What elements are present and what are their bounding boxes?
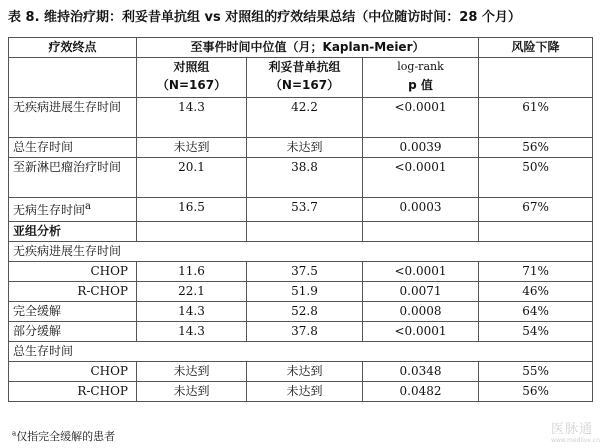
os-section-title: 总生存时间	[9, 342, 593, 362]
cell-risk: 61%	[479, 98, 593, 138]
header-median-group: 至事件时间中位值（月；Kaplan-Meier）	[137, 38, 479, 58]
header-empty	[9, 58, 137, 98]
cell-risk: 46%	[479, 282, 593, 302]
header-rituximab-name: 利妥昔单抗组	[268, 60, 341, 74]
cell-control: 14.3	[137, 98, 247, 138]
footnote-marker: a	[12, 429, 17, 438]
cell-p-value: 0.0039	[363, 138, 479, 158]
header-control-name: 对照组	[173, 60, 210, 74]
cell-risk: 55%	[479, 362, 593, 382]
header-empty	[479, 58, 593, 98]
header-endpoint: 疗效终点	[9, 38, 137, 58]
cell-p-value: 0.0348	[363, 362, 479, 382]
cell-rituximab: 51.9	[247, 282, 363, 302]
header-logrank-p: p 值	[408, 78, 433, 92]
row-label: 完全缓解	[9, 302, 137, 322]
cell-rituximab: 37.8	[247, 322, 363, 342]
watermark-url: www.medlive.cn	[550, 437, 600, 444]
table-row	[9, 342, 593, 362]
table-row	[9, 198, 593, 222]
cell-control: 未达到	[137, 138, 247, 158]
row-label: CHOP	[9, 362, 137, 382]
cell-control: 未达到	[137, 362, 247, 382]
table-caption: 表 8. 维持治疗期：利妥昔单抗组 vs 对照组的疗效结果总结（中位随访时间：28 个月）	[8, 10, 521, 25]
table-row	[9, 302, 593, 322]
cell-risk: 71%	[479, 262, 593, 282]
cell-risk: 50%	[479, 158, 593, 198]
table-row	[9, 322, 593, 342]
cell-p-value: 0.0482	[363, 382, 479, 402]
row-label: 至新淋巴瘤治疗时间	[9, 158, 137, 198]
cell-rituximab: 52.8	[247, 302, 363, 322]
cell-rituximab: 38.8	[247, 158, 363, 198]
cell-rituximab: 42.2	[247, 98, 363, 138]
cell-control: 14.3	[137, 322, 247, 342]
cell-rituximab: 未达到	[247, 138, 363, 158]
header-control	[137, 58, 247, 98]
table-row	[9, 282, 593, 302]
footnote-marker: a	[85, 201, 91, 212]
table-row	[9, 98, 593, 138]
cell-p-value: <0.0001	[363, 262, 479, 282]
row-label: 部分缓解	[9, 322, 137, 342]
cell-p-value: <0.0001	[363, 98, 479, 138]
row-label: R-CHOP	[9, 282, 137, 302]
header-logrank-name: log-rank	[397, 60, 444, 73]
cell-rituximab: 未达到	[247, 382, 363, 402]
cell-control: 22.1	[137, 282, 247, 302]
cell-rituximab: 53.7	[247, 198, 363, 222]
cell-control: 20.1	[137, 158, 247, 198]
cell-p-value: 0.0008	[363, 302, 479, 322]
cell-control: 16.5	[137, 198, 247, 222]
cell-p-value: 0.0003	[363, 198, 479, 222]
row-label: 无疾病进展生存时间	[9, 98, 137, 138]
row-label: CHOP	[9, 262, 137, 282]
header-rituximab-n: （N=167）	[269, 78, 340, 92]
cell-risk: 54%	[479, 322, 593, 342]
cell-p-value: <0.0001	[363, 158, 479, 198]
cell-risk: 56%	[479, 138, 593, 158]
subgroup-title: 亚组分析	[9, 222, 137, 242]
row-label-text: 无病生存时间	[13, 203, 86, 217]
footnote	[12, 428, 115, 444]
table-row	[9, 138, 593, 158]
header-logrank	[363, 58, 479, 98]
table-row	[9, 362, 593, 382]
cell-rituximab: 37.5	[247, 262, 363, 282]
header-rituximab	[247, 58, 363, 98]
watermark-text: 医脉通	[550, 422, 593, 437]
row-label: R-CHOP	[9, 382, 137, 402]
cell-control: 11.6	[137, 262, 247, 282]
results-table	[8, 37, 593, 402]
table-row	[9, 158, 593, 198]
footnote-text: 仅指完全缓解的患者	[16, 430, 116, 443]
cell-p-value: 0.0071	[363, 282, 479, 302]
cell-risk: 64%	[479, 302, 593, 322]
watermark-logo	[551, 418, 600, 444]
header-control-n: （N=167）	[156, 78, 227, 92]
table-row	[9, 242, 593, 262]
cell-risk: 67%	[479, 198, 593, 222]
pfs-section-title: 无疾病进展生存时间	[9, 242, 593, 262]
cell-p-value: <0.0001	[363, 322, 479, 342]
row-label: 总生存时间	[9, 138, 137, 158]
cell-rituximab: 未达到	[247, 362, 363, 382]
header-risk: 风险下降	[479, 38, 593, 58]
table-row	[9, 222, 593, 242]
cell-risk: 56%	[479, 382, 593, 402]
row-label	[9, 198, 137, 222]
table-row	[9, 262, 593, 282]
cell-control: 14.3	[137, 302, 247, 322]
table-row	[9, 382, 593, 402]
cell-control: 未达到	[137, 382, 247, 402]
